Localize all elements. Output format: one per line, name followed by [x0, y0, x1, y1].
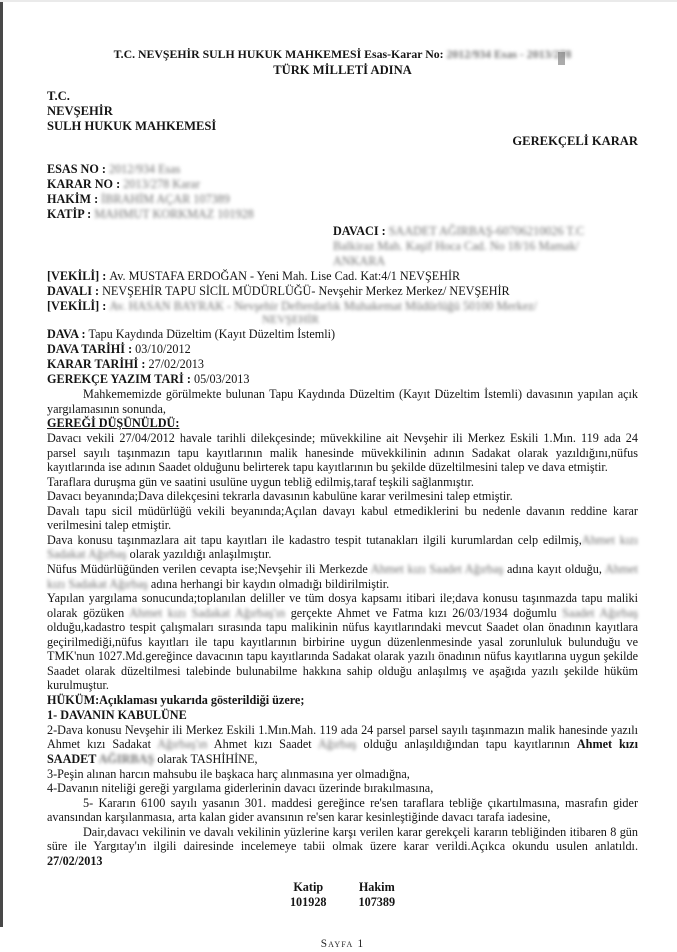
karar-tarihi-value: 27/02/2013	[148, 357, 204, 371]
closing-date: 27/02/2013	[47, 853, 103, 868]
katip-label: KATİP	[47, 207, 85, 221]
signature-block	[47, 880, 638, 910]
header-case-line	[47, 47, 638, 61]
redacted-name: Saadet Ağırbaş	[562, 605, 638, 620]
signature-katip-title: Katip	[293, 880, 324, 895]
decision-type-title: GEREKÇELİ KARAR	[512, 134, 638, 148]
closing-paragraph: Dair,davacı vekilinin ve davalı vekilinin yüzlerine karşı verilen karar gerekçeli kararın tebliğinden itibaren 8 gün süre ile Yargıtay'ın ilgili dairesinde incelemeye tabii olmak üzere karar verildi.Açıkca okundu usulen anlatıldı. 27/02/2013	[47, 824, 638, 868]
scan-edge-left	[0, 0, 3, 927]
signature-hakim-number: 107389	[358, 895, 396, 910]
paragraph-records: Dava konusu taşınmazlara ait tapu kayıtları ile kadastro tespit tutanakları ilgili kurumlardan celp edilmiş,Ahmet kızı Sadakat Ağırbaş olarak yazıldığı anlaşılmıştır.	[47, 532, 638, 562]
katip-value-redacted: MAHMUT KORKMAZ 101928	[94, 207, 254, 221]
dava-row: DAVA : Tapu Kaydında Düzeltim (Kayıt Düzeltim İstemli)	[47, 327, 336, 341]
case-meta	[47, 162, 638, 222]
intro-paragraph: Mahkememizde görülmekte bulunan Tapu Kaydında Düzeltim (Kayıt Düzeltim İstemli) davasının yapılan açık yargılamasının sonunda,	[47, 387, 638, 416]
plaintiff-address-redacted: Balkiraz Mah. Kaşif Hoca Cad. No 18/16 Mamak/	[333, 239, 580, 253]
paragraph-notice: Taraflara duruşma gün ve saatini usulüne uygun tebliğ edilmiş,taraf teşkili sağlanmıştır.	[47, 474, 474, 489]
hukum-item-3: 3-Peşin alınan harcın mahsubu ile başkaca harç alınmasına yer olmadığna,	[47, 766, 410, 781]
karar-no-value-redacted: 2013/278 Karar	[123, 177, 200, 191]
hakim-row: HAKİM : İBRAHİM AÇAR 107389	[47, 192, 230, 206]
plaintiff-row: DAVACI : SAADET AĞIRBAŞ-60706210026 T.C	[333, 224, 585, 238]
gerekce-tarihi-value: 05/03/2013	[193, 372, 250, 386]
nation-title: TÜRK MİLLETİ ADINA	[273, 63, 412, 77]
hukum-item-2: 2-Dava konusu Nevşehir ili Merkez Eskili 1.Mın.Mah. 119 ada 24 parsel parsel sayılı taşınmazın malik hanesinde yazılı Ahmet kızı Sadakat Ağırbaş'ın Ahmet kızı Saadet Ağırbaş olduğu anlaşıldığından tapu kayıtlarının Ahmet kızı SAADET AĞIRBAŞ olarak TASHİHİNE,	[47, 722, 638, 767]
redacted-name: Ahmet kızı Sadakat Ağırbaş	[47, 532, 638, 562]
paragraph-registry-reply: Nüfus Müdürlüğünden verilen cevapta ise;Nevşehir ili Merkezde Ahmet kızı Saadet Ağırbaş adına kayıt olduğu, Ahmet kızı Sadakat Ağırbaş adına herhangi bir kaydın olmadığı bildirilmiştir.	[47, 562, 638, 591]
paragraph-plaintiff-statement: Davacı beyanında;Dava dilekçesini tekrarla davasının kabulüne karar verilmesini talep etmiştir.	[47, 489, 513, 504]
esas-no-value-redacted: 2012/934 Esas	[108, 162, 181, 176]
defendant-attorney-label: [VEKİLİ]	[47, 299, 100, 313]
defendant-attorney-city-redacted: NEVŞEHİR	[262, 314, 319, 326]
scan-edge-top	[0, 0, 677, 2]
hukum-item-5: 5- Kararın 6100 sayılı yasanın 301. maddesi gereğince re'sen taraflara tebliğe çıkartılmasına, masrafın gider avansından karşılanmasıa, arta kalan gider avansının re'sen karar kesinleştiğinde davacı tarafa iadesine,	[47, 795, 638, 825]
karar-no-row: KARAR NO : 2013/278 Karar	[47, 177, 200, 191]
redacted-name: Ahmet kızı Saadet Ağırbaş	[370, 562, 504, 577]
paragraph-defendant-statement: Davalı tapu sicil müdürlüğü vekili beyanında;Açılan davayı kabul etmediklerini bu nedenle davanın reddine karar verilmesini talep etmiştir.	[47, 503, 638, 533]
paragraph-claim: Davacı vekili 27/04/2012 havale tarihli dilekçesinde; müvekkiline ait Nevşehir ili Merkez Eskili 1.Mın. 119 ada 24 parsel sayılı taşınmazın tapu kayıtlarının malik hanesinde müvekkilinin adının Sadakat olarak yazıldığını,nüfus kayıtlarında ise adının Saadet olduğunu belirterek tapu kayıtlarının bu şekilde düzeltilmesini talep ve dava etmiştir.	[47, 431, 638, 475]
dava-tarihi-label: DAVA TARİHİ	[47, 342, 126, 356]
paragraph-conclusion: Yapılan yargılama sonucunda;toplanılan deliller ve tüm dosya kapsamı itibari ile;dava konusu taşınmazda tapu maliki olarak gözüken Ahmet kızı Sadakat Ağırbaş'ın gerçekte Ahmet ve Fatma kızı 26/03/1934 doğumlu Saadet Ağırbaş olduğu,kadastro tespit çalışmaları sırasında tapu malikinin nüfus kayıtlarındaki mevcut Saadet olan önadının kayıtlara geçirilmediği,nüfus kayıtları ile tapu kayıtlarının birbirine uygun düzenlenmesinde yasal zorunluluk bulunduğu ve TMK'nun 1027.Md.gereğince davacının tapu kayıtlarında Sadakat olarak yazılı önadının nüfus kayıtlarına uygun şekilde Saadet olarak düzeltilmesi talebinde bulunabilme hakkına sahip olduğu anlaşılmış ve aşağıda yazılı şekilde hüküm kurulmuştur.	[47, 591, 638, 693]
court-line-tc: T.C.	[47, 89, 70, 103]
plaintiff-attorney-row: [VEKİLİ] : Av. MUSTAFA ERDOĞAN - Yeni Mah. Lise Cad. Kat:4/1 NEVŞEHİR	[47, 269, 461, 283]
hukum-item-4: 4-Davanın niteliği gereği yargılama giderlerinin davacı üzerinde bırakılmasına,	[47, 781, 434, 796]
defendant-attorney-row: [VEKİLİ] : Av. HASAN BAYRAK - Nevşehir Defterdarlık Muhakemat Müdürlüğü 50100 Merkez/	[47, 299, 538, 313]
karar-tarihi-label: KARAR TARİHİ	[47, 357, 139, 371]
redacted-name: Ağırbaş'ın	[157, 737, 208, 752]
hukum-item-1: 1- DAVANIN KABULÜNE	[47, 707, 187, 722]
signature-hakim	[359, 880, 396, 910]
redacted-name: Ahmet kızı Sadakat Ağırbaş	[47, 562, 638, 591]
dava-tarihi-row: DAVA TARİHİ : 03/10/2012	[47, 342, 191, 356]
court-line-city: NEVŞEHİR	[47, 104, 113, 118]
hukum-heading: HÜKÜM:Açıklaması yukarıda gösterildiği üzere;	[47, 692, 305, 707]
dava-label: DAVA	[47, 327, 79, 341]
dava-tarihi-value: 03/10/2012	[135, 342, 191, 356]
dava-value: Tapu Kaydında Düzeltim (Kayıt Düzeltim İstemli)	[88, 327, 336, 341]
signature-katip-number: 101928	[289, 895, 327, 910]
defendant-row: DAVALI : NEVŞEHİR TAPU SİCİL MÜDÜRLÜĞÜ- Nevşehir Merkez Merkez/ NEVŞEHİR	[47, 284, 510, 298]
esas-no-label: ESAS NO	[47, 162, 99, 176]
court-line-name: SULH HUKUK MAHKEMESİ	[47, 119, 217, 133]
katip-row: KATİP : MAHMUT KORKMAZ 101928	[47, 207, 254, 221]
court-name-block	[47, 89, 638, 134]
hakim-label: HAKİM	[47, 192, 92, 206]
signature-hakim-title: Hakim	[358, 880, 395, 895]
karar-no-label: KARAR NO	[47, 177, 114, 191]
defendant-label: DAVALI	[47, 284, 92, 298]
esas-no-row: ESAS NO : 2012/934 Esas	[47, 162, 181, 176]
redacted-name: Ahmet kızı Sadakat Ağırbaş'ın	[129, 605, 286, 620]
plaintiff-name-redacted: SAADET AĞIRBAŞ-60706210026 T.C	[388, 224, 585, 238]
signature-katip	[290, 880, 327, 910]
section-heading-geregi: GEREĞİ DÜŞÜNÜLDÜ:	[47, 416, 180, 431]
gerekce-tarihi-label: GEREKÇE YAZIM TARİ	[47, 372, 184, 386]
plaintiff-attorney-value: Av. MUSTAFA ERDOĞAN - Yeni Mah. Lise Cad. Kat:4/1 NEVŞEHİR	[109, 269, 461, 283]
page-footer: Sayfa 1	[320, 938, 365, 951]
defendant-attorney-value-redacted: Av. HASAN BAYRAK - Nevşehir Defterdarlık Muhakemat Müdürlüğü 50100 Merkez/	[109, 299, 538, 313]
document-content	[47, 47, 638, 952]
redacted-name: AĞIRBAŞ	[98, 752, 155, 767]
defendant-value: NEVŞEHİR TAPU SİCİL MÜDÜRLÜĞÜ- Nevşehir Merkez Merkez/ NEVŞEHİR	[102, 284, 510, 298]
plaintiff-label: DAVACI	[333, 224, 379, 238]
gerekce-tarihi-row: GEREKÇE YAZIM TARİ : 05/03/2013	[47, 372, 250, 386]
plaintiff-attorney-label: [VEKİLİ]	[47, 269, 100, 283]
plaintiff-city-redacted: ANKARA	[333, 254, 386, 268]
hakim-value-redacted: İBRAHİM AÇAR 107389	[101, 192, 230, 206]
plaintiff-block	[333, 224, 638, 269]
header-case-number-redacted: 2012/934 Esas - 2013/278	[446, 47, 572, 61]
header-case-label: T.C. NEVŞEHİR SULH HUKUK MAHKEMESİ Esas-Karar No:	[113, 47, 447, 61]
redacted-name: Ağırbaş	[317, 737, 357, 752]
karar-tarihi-row: KARAR TARİHİ : 27/02/2013	[47, 357, 204, 371]
